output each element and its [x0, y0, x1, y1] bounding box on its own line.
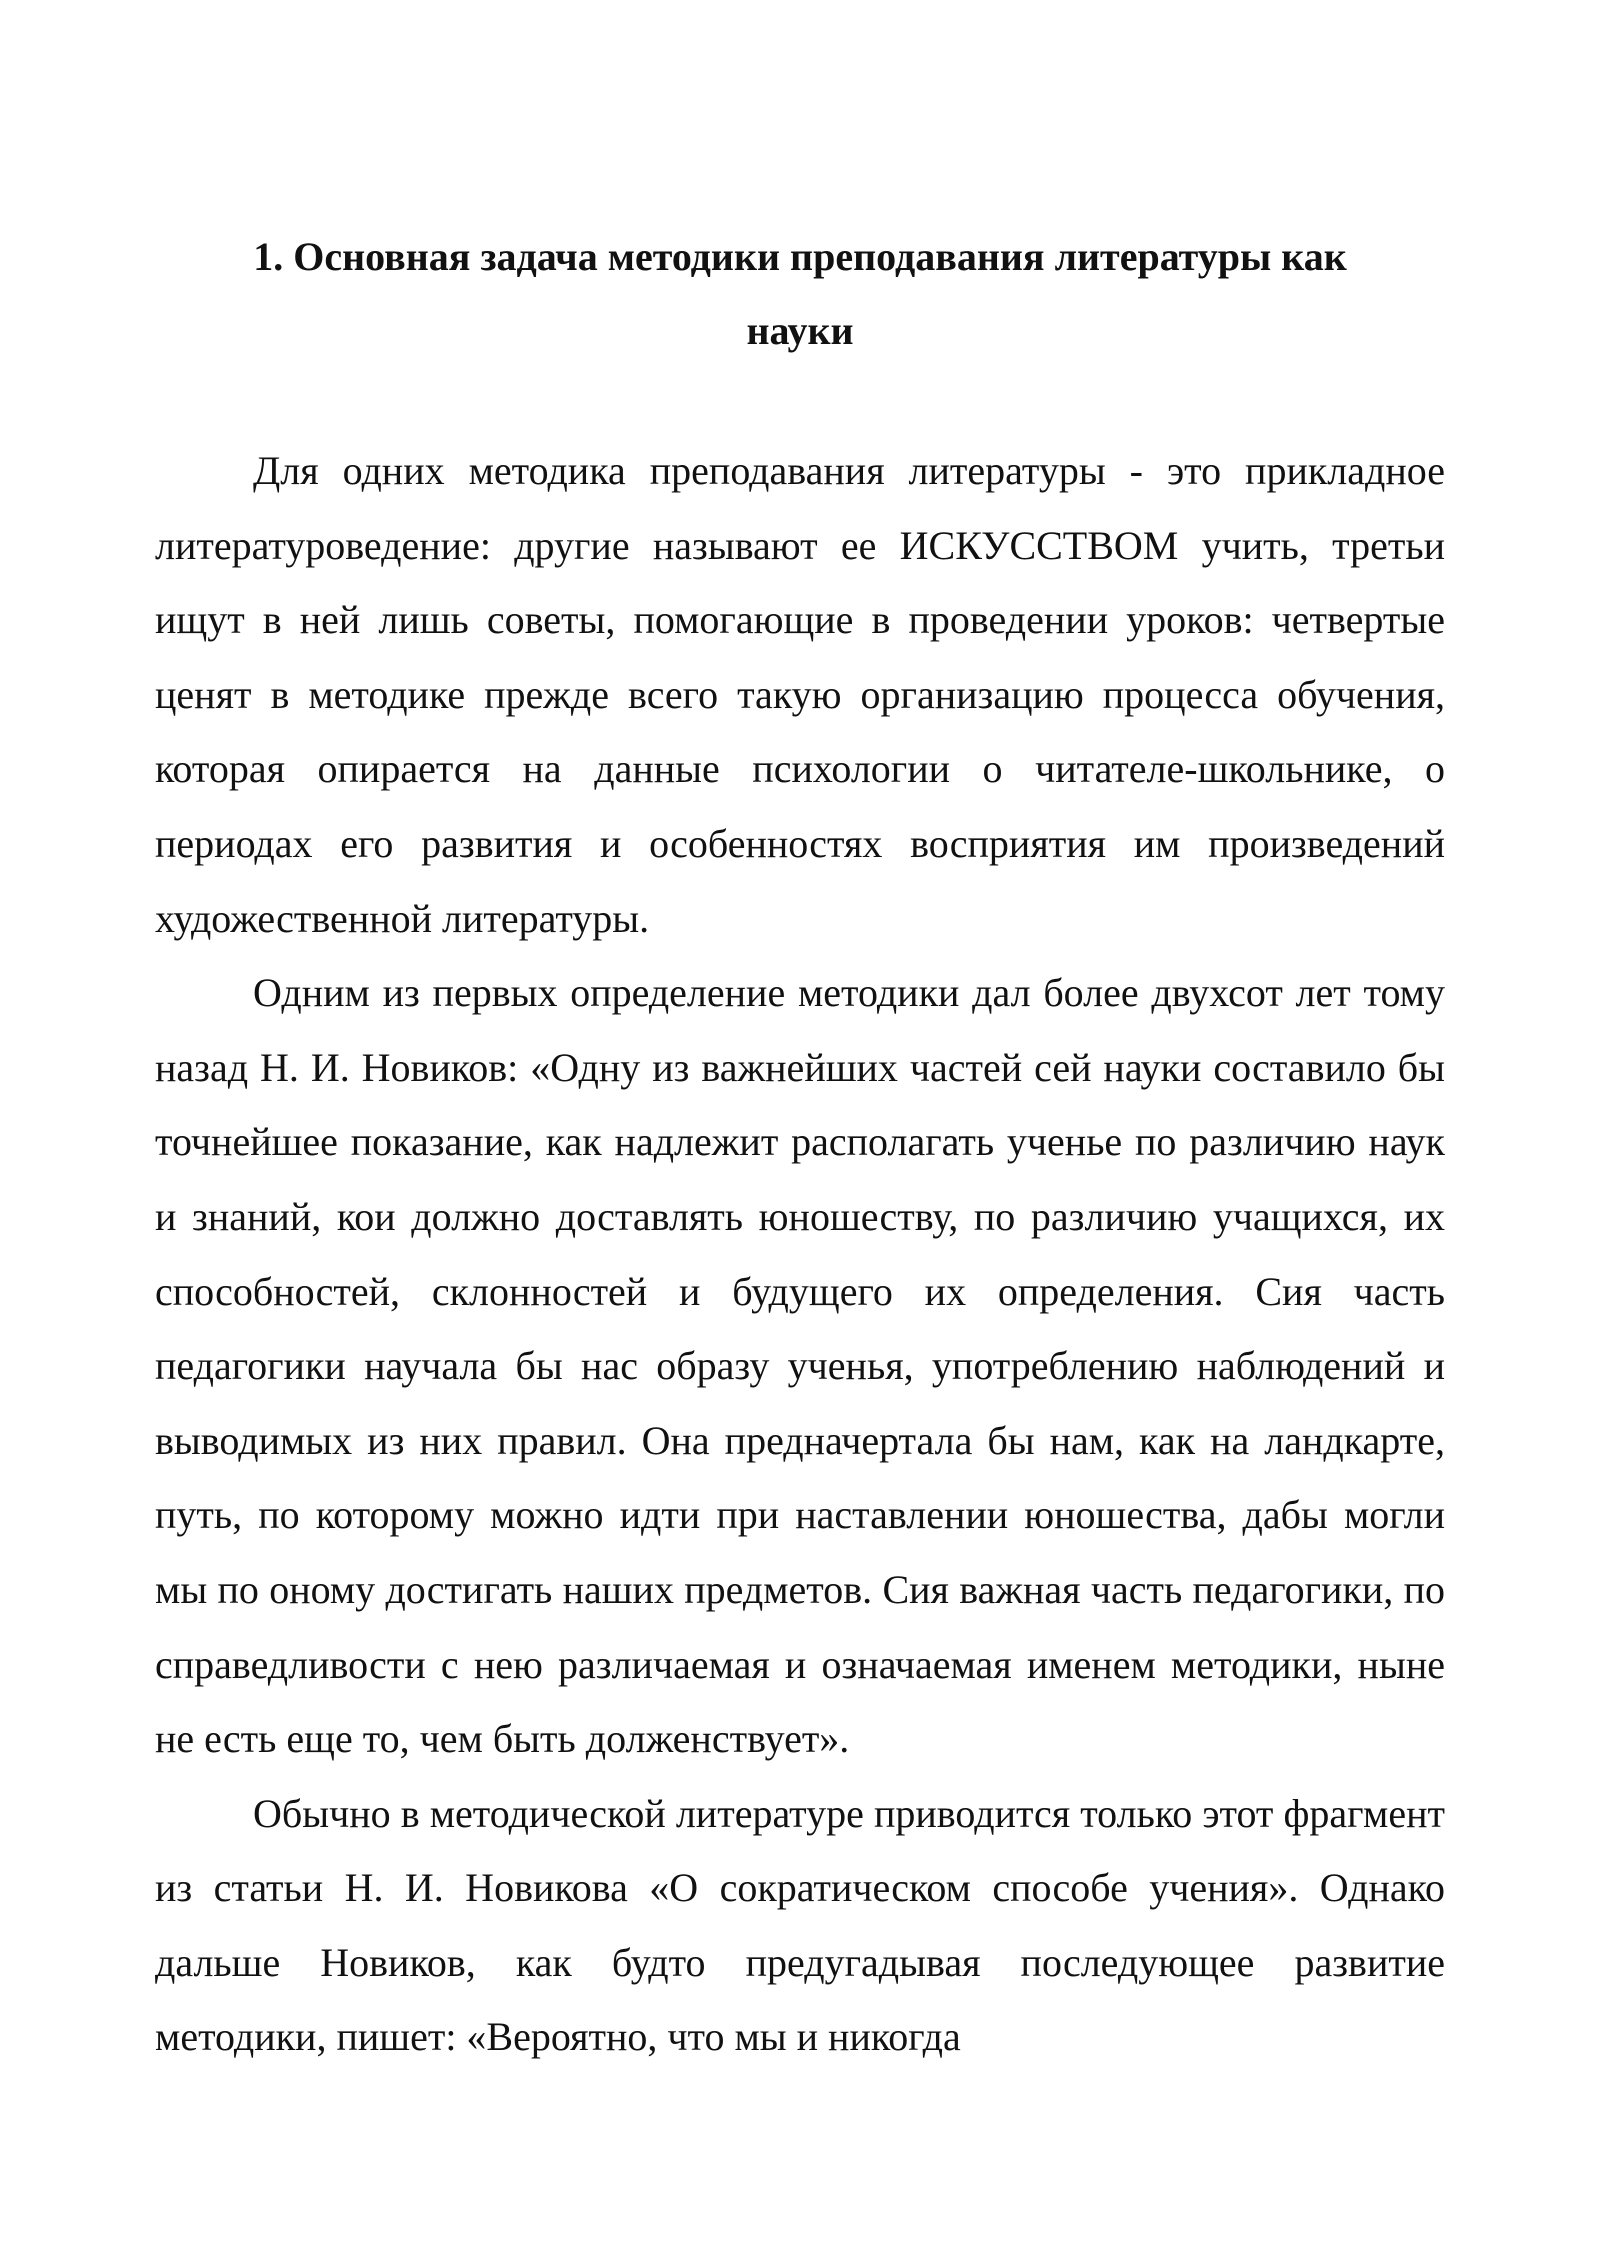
paragraph-1: Для одних методика преподавания литературы - это прикладное литературоведение: другие называют ее ИСКУССТВОМ учить, третьи ищут в ней лишь советы, помогающие в проведении уроков: четвертые ценят в методике прежде всего такую организацию процесса обучения, которая опирается на данные психологии о читателе-школьнике, о периодах его развития и особенностях восприятия им произведений художественной литературы. [155, 448, 1445, 941]
section-title: 1. Основная задача методики преподавания литературы как науки [253, 234, 1347, 353]
paragraph-3: Обычно в методической литературе приводится только этот фрагмент из статьи Н. И. Новикова «О сократическом способе учения». Однако дальше Новиков, как будто предугадывая последующее развитие методики, пишет: «Вероятно, что мы и никогда [155, 1790, 1445, 2060]
paragraph-2: Одним из первых определение методики дал более двухсот лет тому назад Н. И. Новиков: «Одну из важнейших частей сей науки составило бы точнейшее показание, как надлежит располагать ученье по различию наук и знаний, кои должно доставлять юношеству, по различию учащихся, их способностей, склонностей и будущего их определения. Сия часть педагогики научала бы нас образу ученья, употреблению наблюдений и выводимых из них правил. Она предначертала бы нам, как на ландкарте, путь, по которому можно идти при наставлении юношества, дабы могли мы по оному достигать наших предметов. Сия важная часть педагогики, по справедливости с нею различаемая и означаемая именем методики, ныне не есть еще то, чем быть долженствует». [155, 970, 1445, 1762]
